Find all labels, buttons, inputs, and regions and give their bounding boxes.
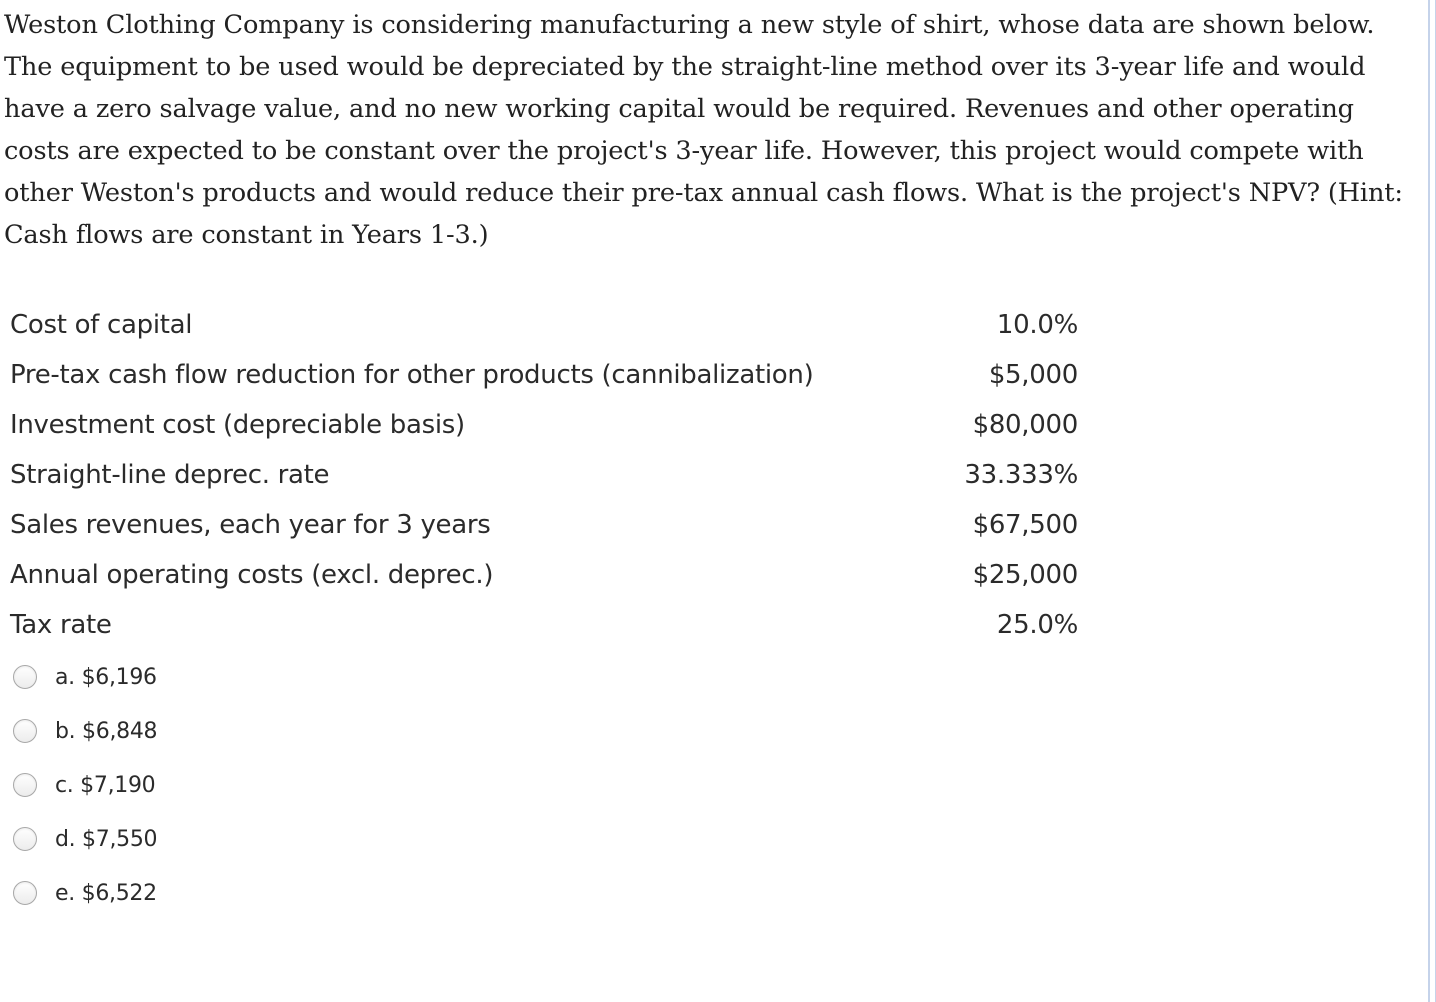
answer-option-label: e. $6,522 (55, 880, 157, 906)
data-row-value: $25,000 (972, 560, 1078, 590)
answer-option-label: b. $6,848 (55, 718, 158, 744)
data-row-value: 10.0% (996, 310, 1078, 340)
data-row-sales-revenues (10, 500, 1078, 550)
radio-button-b[interactable] (13, 719, 37, 743)
data-row-label: Tax rate (10, 610, 112, 640)
data-row-cost-of-capital (10, 300, 1078, 350)
answer-option-a[interactable] (10, 650, 157, 704)
data-row-label: Pre-tax cash flow reduction for other products (cannibalization) (10, 360, 814, 390)
data-row-tax-rate (10, 600, 1078, 650)
answer-option-d[interactable] (10, 812, 157, 866)
data-row-value: $67,500 (972, 510, 1078, 540)
data-row-label: Investment cost (depreciable basis) (10, 410, 465, 440)
question-text: Weston Clothing Company is considering manufacturing a new style of shirt, whose data are shown below. The equipment to be used would be depreciated by the straight-line method over its 3-year life and would have a zero salvage value, and no new working capital would be required. Revenues and other operating costs are expected to be constant over the project's 3-year life. However, this project would compete with other Weston's products and would reduce their pre-tax annual cash flows. What is the project's NPV? (Hint: Cash flows are constant in Years 1-3.) (4, 10, 1403, 250)
radio-button-e[interactable] (13, 881, 37, 905)
data-table (10, 300, 1078, 650)
data-row-operating-costs (10, 550, 1078, 600)
data-row-value: $5,000 (988, 360, 1078, 390)
data-row-cannibalization (10, 350, 1078, 400)
data-row-label: Sales revenues, each year for 3 years (10, 510, 491, 540)
radio-button-d[interactable] (13, 827, 37, 851)
answer-option-label: d. $7,550 (55, 826, 158, 852)
answer-option-label: a. $6,196 (55, 664, 157, 690)
answer-option-e[interactable] (10, 866, 157, 920)
answer-option-c[interactable] (10, 758, 157, 812)
answer-options (10, 650, 157, 920)
data-row-label: Cost of capital (10, 310, 193, 340)
radio-button-a[interactable] (13, 665, 37, 689)
answer-option-label: c. $7,190 (55, 772, 156, 798)
data-row-investment-cost (10, 400, 1078, 450)
data-row-value: 33.333% (964, 460, 1078, 490)
data-row-label: Straight-line deprec. rate (10, 460, 330, 490)
data-row-label: Annual operating costs (excl. deprec.) (10, 560, 494, 590)
answer-option-b[interactable] (10, 704, 157, 758)
data-row-value: 25.0% (996, 610, 1078, 640)
data-row-deprec-rate (10, 450, 1078, 500)
radio-button-c[interactable] (13, 773, 37, 797)
right-border-divider (1428, 0, 1436, 1002)
data-row-value: $80,000 (972, 410, 1078, 440)
